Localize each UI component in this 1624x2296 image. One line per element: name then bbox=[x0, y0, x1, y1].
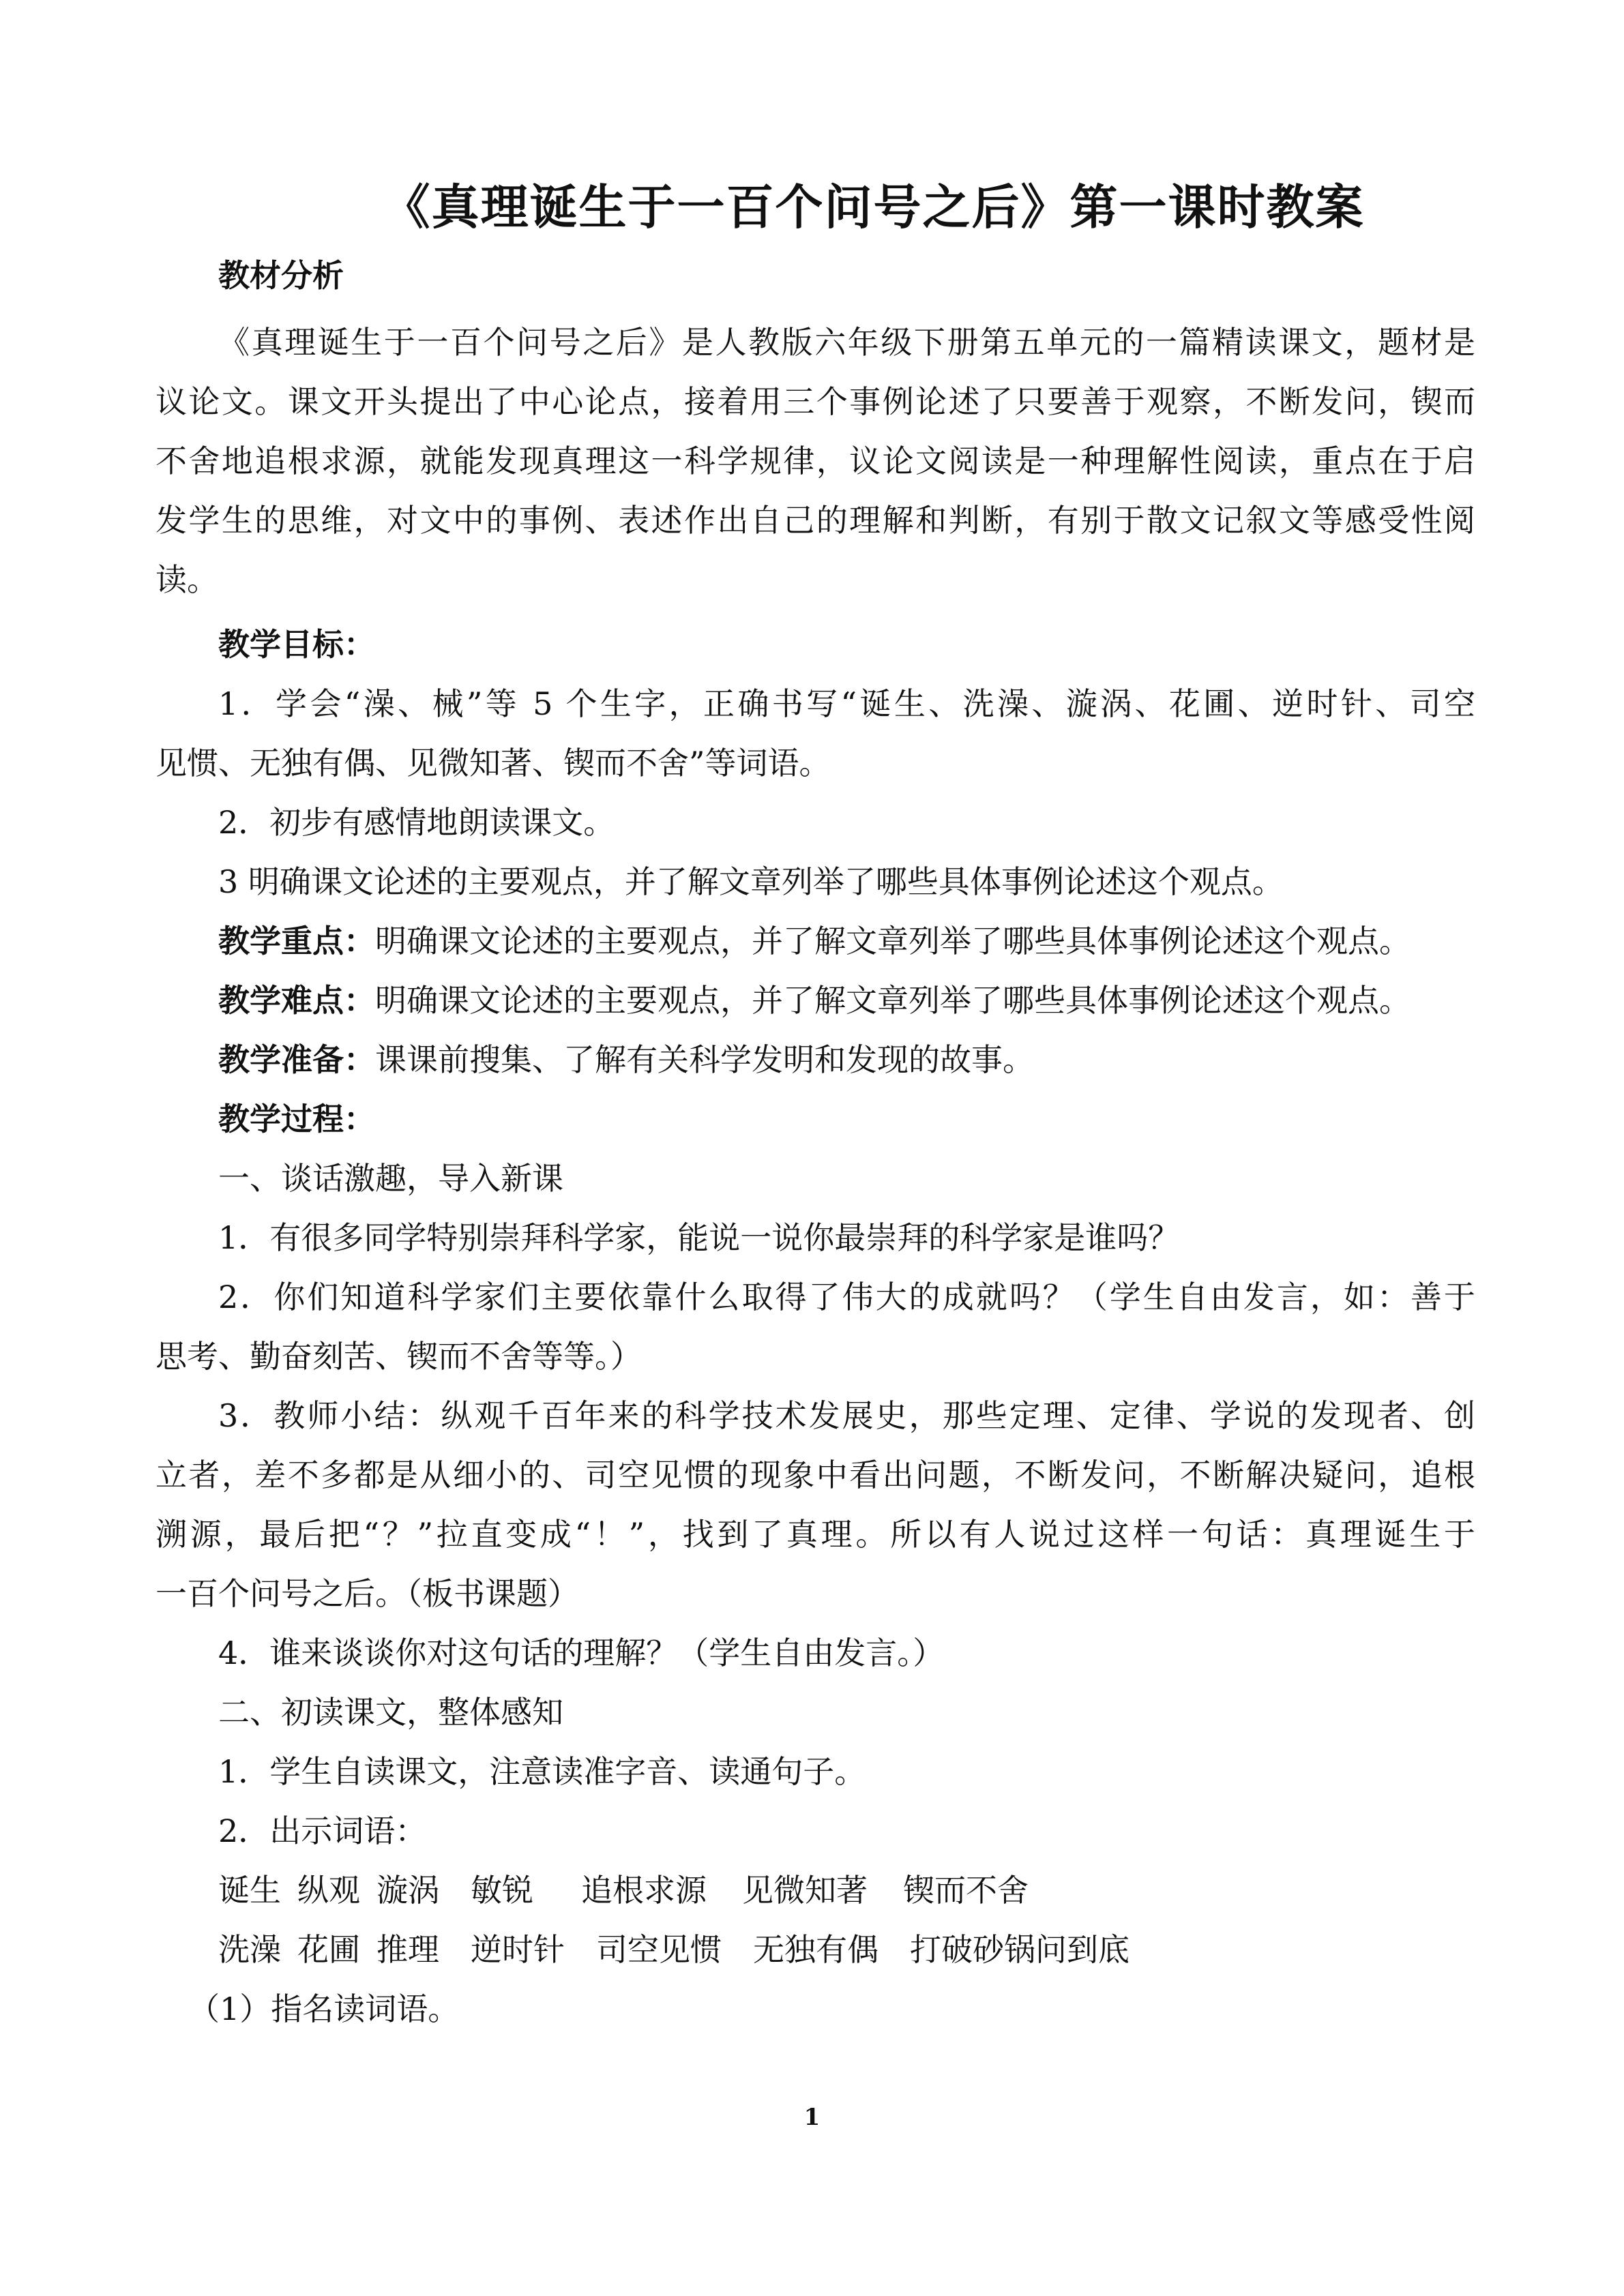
vocab-row bbox=[218, 1862, 1475, 1919]
vocab-word: 司空见惯 bbox=[596, 1931, 722, 1968]
difficult-point-text: 明确课文论述的主要观点，并了解文章列举了哪些具体事例论述这个观点。 bbox=[375, 982, 1411, 1019]
goal-item: 1．学会“澡、械”等 5 个生字，正确书写“诞生、洗澡、漩涡、花圃、逆时针、司空 bbox=[218, 685, 1475, 722]
page-title: 《真理诞生于一百个问号之后》第一课时教案 bbox=[382, 179, 1365, 235]
preparation-text: 课课前搜集、了解有关科学发明和发现的故事。 bbox=[375, 1041, 1034, 1078]
vocab-word: 追根求源 bbox=[581, 1872, 707, 1909]
vocab-word: 见微知著 bbox=[742, 1872, 868, 1909]
vocab-word: 推理 bbox=[377, 1931, 439, 1968]
analysis-line: 读。 bbox=[156, 561, 218, 598]
process-heading: 教学过程： bbox=[218, 1101, 375, 1137]
process-item: （1）指名读词语。 bbox=[188, 1991, 460, 2027]
vocab-row bbox=[218, 1921, 1475, 1978]
analysis-line: 议论文。课文开头提出了中心论点，接着用三个事例论述了只要善于观察，不断发问，锲而 bbox=[156, 383, 1475, 420]
vocab-word: 打破砂锅问到底 bbox=[910, 1931, 1130, 1968]
preparation bbox=[218, 1031, 1475, 1088]
vocab-word: 无独有偶 bbox=[753, 1931, 879, 1968]
process-item: 2．出示词语： bbox=[218, 1813, 427, 1849]
vocab-word: 花圃 bbox=[297, 1931, 360, 1968]
difficult-point-label: 教学难点： bbox=[218, 982, 375, 1019]
analysis-line: 《真理诞生于一百个问号之后》是人教版六年级下册第五单元的一篇精读课文，题材是 bbox=[218, 324, 1475, 361]
vocab-word: 纵观 bbox=[297, 1872, 360, 1909]
vocab-word: 敏锐 bbox=[471, 1872, 533, 1909]
key-point-text: 明确课文论述的主要观点，并了解文章列举了哪些具体事例论述这个观点。 bbox=[375, 923, 1411, 959]
section-heading: 二、初读课文，整体感知 bbox=[218, 1694, 563, 1731]
key-point-label: 教学重点： bbox=[218, 923, 375, 959]
vocab-word: 洗澡 bbox=[218, 1931, 281, 1968]
vocab-word: 诞生 bbox=[218, 1872, 281, 1909]
process-item: 立者，差不多都是从细小的、司空见惯的现象中看出问题，不断发问，不断解决疑问，追根 bbox=[156, 1457, 1475, 1493]
goal-item: 见惯、无独有偶、见微知著、锲而不舍”等词语。 bbox=[156, 745, 831, 781]
page-number: 1 bbox=[803, 2104, 821, 2131]
process-item: 4．谁来谈谈你对这句话的理解？（学生自由发言。） bbox=[218, 1635, 945, 1671]
vocab-word: 锲而不舍 bbox=[903, 1872, 1029, 1909]
vocab-word: 逆时针 bbox=[471, 1931, 565, 1968]
goals-heading: 教学目标： bbox=[218, 626, 375, 663]
process-item: 一百个问号之后。（板书课题） bbox=[156, 1575, 579, 1612]
section-heading: 一、谈话激趣，导入新课 bbox=[218, 1160, 563, 1197]
key-point bbox=[218, 912, 1475, 970]
goal-item: 2．初步有感情地朗读课文。 bbox=[218, 804, 615, 841]
analysis-line: 不舍地追根求源，就能发现真理这一科学规律，议论文阅读是一种理解性阅读，重点在于启 bbox=[156, 443, 1475, 479]
analysis-line: 发学生的思维，对文中的事例、表述作出自己的理解和判断，有别于散文记叙文等感受性阅 bbox=[156, 502, 1475, 539]
process-item: 1．学生自读课文，注意读准字音、读通句子。 bbox=[218, 1753, 866, 1790]
analysis-heading: 教材分析 bbox=[218, 257, 344, 294]
process-item: 2．你们知道科学家们主要依靠什么取得了伟大的成就吗？（学生自由发言，如：善于 bbox=[218, 1279, 1475, 1315]
process-item: 溯源，最后把“？”拉直变成“！”，找到了真理。所以有人说过这样一句话：真理诞生于 bbox=[156, 1516, 1475, 1553]
difficult-point bbox=[218, 972, 1475, 1029]
process-item: 3．教师小结：纵观千百年来的科学技术发展史，那些定理、定律、学说的发现者、创 bbox=[218, 1397, 1475, 1434]
process-item: 思考、勤奋刻苦、锲而不舍等等。） bbox=[156, 1338, 642, 1375]
goal-item: 3 明确课文论述的主要观点，并了解文章列举了哪些具体事例论述这个观点。 bbox=[218, 863, 1284, 900]
process-item: 1．有很多同学特别崇拜科学家，能说一说你最崇拜的科学家是谁吗？ bbox=[218, 1219, 1180, 1256]
preparation-label: 教学准备： bbox=[218, 1041, 375, 1078]
vocab-word: 漩涡 bbox=[377, 1872, 439, 1909]
